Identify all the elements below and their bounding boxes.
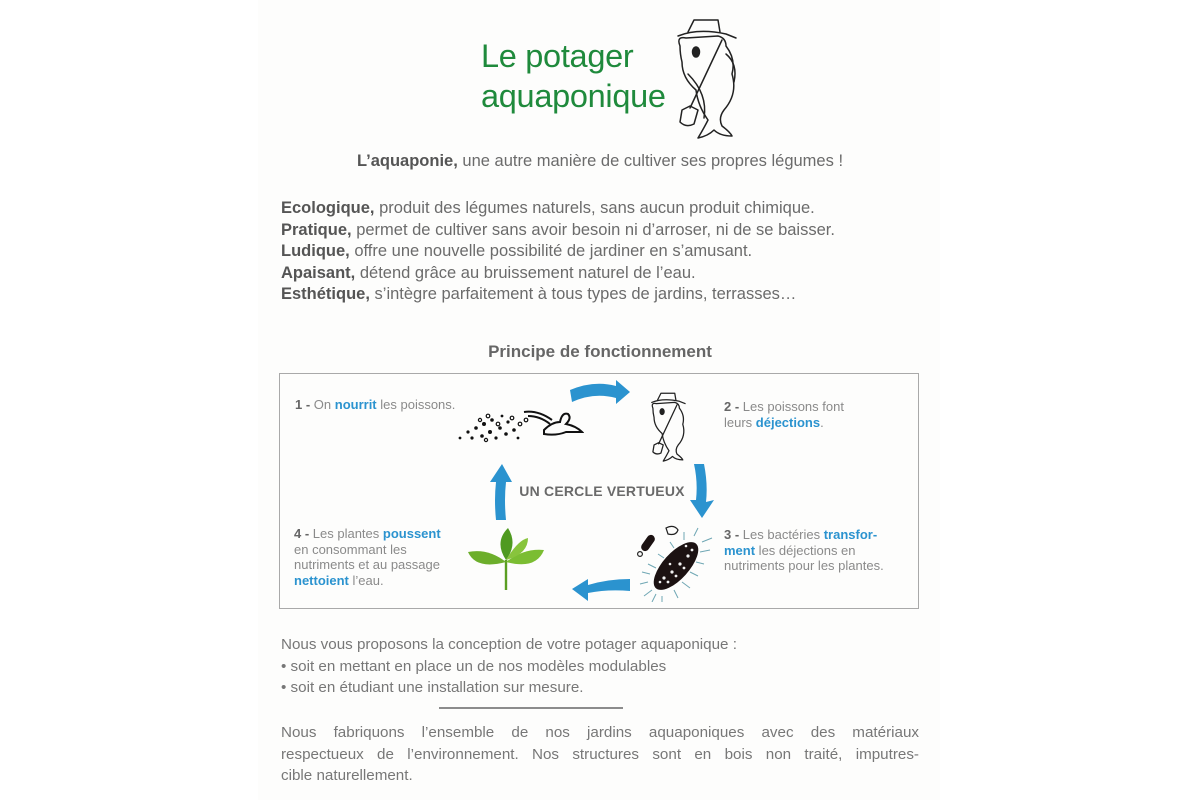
step-text: les poissons. [376,397,456,412]
step-highlight: poussent [382,526,441,541]
step-text: nutriments et au passage [294,557,440,572]
benefits-list [281,198,931,306]
closing-line: cible naturellement. [281,767,413,785]
benefit-term: Ecologique, [281,199,375,217]
benefit-term: Esthétique, [281,285,370,304]
step-text: en consommant les [294,541,407,557]
step-number: 3 - [724,527,740,542]
fish-food-hand-icon [456,408,584,444]
title-line-2: aquaponique [481,78,666,114]
step-text: l’eau. [348,572,384,588]
step-number: 2 - [724,399,740,414]
benefit-text: produit des légumes naturels, sans aucun produit chimique. [374,199,815,217]
benefit-text: s’intègre parfaitement à tous types de jardins, terrasses… [369,285,797,304]
benefit-item [281,284,931,306]
benefit-item [281,220,931,242]
step-highlight: nettoient [294,572,349,588]
benefit-term: Ludique, [281,242,350,261]
section-title: Principe de fonctionnement [488,342,712,361]
arrow-left-icon [570,575,632,603]
step-4 [294,526,441,588]
bacteria-icon [634,524,720,602]
fish-gardener-icon [668,14,748,140]
step-text: nutriments pour les plantes. [724,558,884,573]
step-number: 4 - [294,526,310,541]
closing-paragraph [281,722,919,787]
step-text: leurs [724,414,756,430]
step-text: Les poissons font [739,399,844,414]
step-text: les déjections en [755,542,856,558]
benefit-text: détend grâce au bruissement naturel de l’eau. [355,263,696,282]
step-highlight: ment [724,542,756,558]
offer-lead: Nous vous proposons la conception de votre potager aquaponique : [281,636,737,653]
step-highlight: transfor- [823,527,878,542]
offer-bullet: • soit en étudiant une installation sur mesure. [281,679,584,696]
benefit-text: offre une nouvelle possibilité de jardiner en s’amusant. [349,242,753,261]
step-highlight: déjections [755,414,821,430]
benefit-item [281,263,931,285]
step-3 [724,527,884,574]
step-2 [724,399,844,430]
intro-text: une autre manière de cultiver ses propres légumes ! [457,152,844,170]
benefit-item [281,241,931,263]
step-text: . [820,414,824,430]
arrow-right-icon [568,378,632,408]
step-number: 1 - [295,397,311,412]
closing-line: respectueux de l’environnement. Nos structures sont en bois non traité, imputres- [281,745,919,763]
sprout-icon [466,526,546,592]
arrow-down-icon [688,462,716,520]
step-1 [295,397,455,413]
intro-bold: L’aquaponie, [356,152,458,170]
closing-line: Nous fabriquons l’ensemble de nos jardins aquaponiques avec des matériaux [281,724,919,741]
benefit-text: permet de cultiver sans avoir besoin ni d’arroser, ni de se baisser. [351,220,835,239]
fish-gardener-small-icon [646,388,692,464]
benefit-term: Pratique, [281,220,352,239]
step-text: Les bactéries [739,527,824,542]
step-highlight: nourrit [334,397,377,412]
cycle-label: UN CERCLE VERTUEUX [519,483,685,499]
step-text: On [310,397,335,412]
offer-section [281,634,921,699]
title-line-1: Le potager [481,38,634,74]
intro-sentence [300,152,900,171]
offer-bullet: • soit en mettant en place un de nos modèles modulables [281,657,667,675]
benefit-term: Apaisant, [281,263,356,282]
divider [439,707,623,709]
arrow-up-icon [488,462,514,522]
step-text: Les plantes [309,526,383,541]
benefit-item [281,198,931,220]
